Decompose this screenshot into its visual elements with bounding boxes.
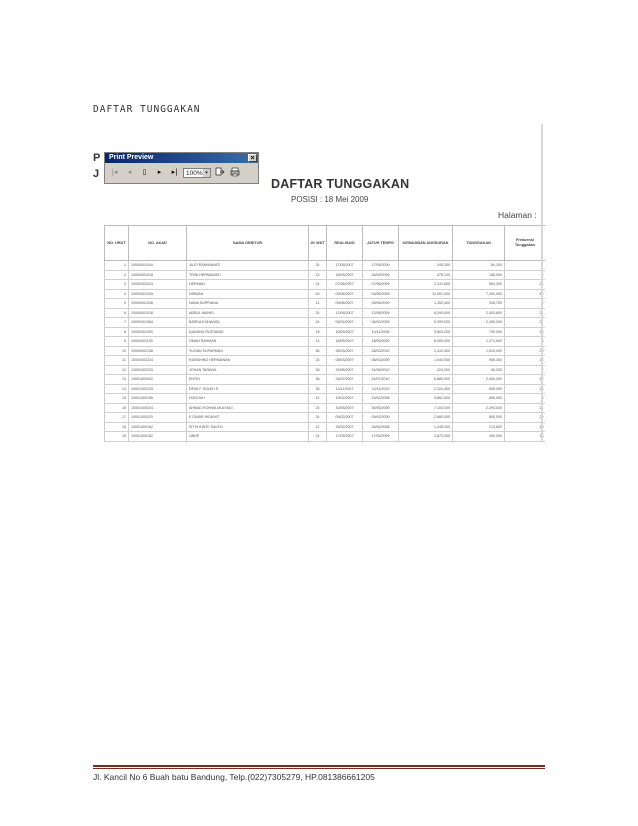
table-cell: 10000401090 [129,327,187,337]
document-heading: DAFTAR TUNGGAKAN [93,104,201,115]
table-cell [505,422,546,432]
table-row [105,327,546,337]
table-cell [505,261,546,271]
column-header: NO. URUT [105,226,129,261]
first-page-icon[interactable]: |◂ [111,168,118,176]
table-cell: 36 [309,375,327,385]
table-cell: 24 [309,280,327,290]
table-cell: 7,400,000 [453,289,505,299]
table-cell: 10001400119 [129,413,187,423]
edge-mark: P [93,152,101,164]
table-cell: OMAN RAHMAN [187,337,309,347]
table-row [105,270,546,280]
table-cell: 17/05/2007 [327,261,363,271]
table-cell: 26/04/2009 [363,270,399,280]
table-cell: 10000401109 [129,337,187,347]
table-cell [505,346,546,356]
table-cell: 26/03/2010 [363,346,399,356]
table-cell [505,356,546,366]
table-row [105,403,546,413]
table-cell: 17 [105,413,129,423]
export-icon[interactable] [213,166,226,179]
column-header: JK WKT [309,226,327,261]
zoom-value: 100% [186,169,203,177]
table-row [105,432,546,442]
table-row [105,356,546,366]
table-cell: 30/05/2007 [327,403,363,413]
edge-marks [93,152,100,184]
table-cell: ENTIN [187,375,309,385]
table-cell: 24 [309,308,327,318]
table-cell: 505,000 [453,384,505,394]
table-cell: 24 [309,318,327,328]
table-cell: 12 [309,337,327,347]
table-cell: 24/07/2007 [327,375,363,385]
table-cell: 18/05/2007 [327,337,363,347]
screenshot-edge [541,124,543,442]
table-header-row [105,226,546,261]
table-cell: 24 [309,432,327,442]
table-cell [505,337,546,347]
report-position: POSISI : 18 Mei 2009 [291,195,369,204]
table-body [105,261,546,442]
table-cell: 2,660,000 [399,413,453,423]
table-cell: 36 [309,384,327,394]
table-cell: 08/03/2007 [327,356,363,366]
table-cell [505,280,546,290]
table-cell: 24 [309,413,327,423]
table-cell [505,270,546,280]
table-cell [505,413,546,423]
table-cell: 3 [105,280,129,290]
table-cell: 213,800 [453,422,505,432]
table-cell: 24/08/2007 [327,365,363,375]
table-cell: NANA SUPRIANA [187,299,309,309]
table-cell: 18 [105,422,129,432]
table-cell: 17/05/2007 [327,432,363,442]
table-cell: 07/06/2009 [363,280,399,290]
table-cell: 10000401084 [129,318,187,328]
table-row [105,375,546,385]
table-cell: NIRWAH [187,289,309,299]
table-cell: 4 [105,289,129,299]
table-row [105,365,546,375]
table-cell: 09/02/2007 [327,413,363,423]
table-cell: 12/06/2009 [363,308,399,318]
column-header: Frekuensi Tunggakan [505,226,546,261]
table-row [105,394,546,404]
table-cell: 475,100 [399,270,453,280]
table-cell: 08/03/2009 [363,356,399,366]
table-cell: 12 [105,365,129,375]
table-cell: 7,104,000 [399,403,453,413]
table-cell: 09/06/2007 [327,289,363,299]
footer-address: Jl. Kancil No 6 Buah batu Bandung, Telp.(022)7305279, HP.081386661205 [93,772,375,782]
close-icon[interactable]: × [248,154,257,162]
table-cell: AHMAD ROHMA MULYADI [187,403,309,413]
table-cell: 10000402224 [129,356,187,366]
table-cell: 2,410,000 [399,346,453,356]
table-cell [505,384,546,394]
table-cell: 24 [309,403,327,413]
table-cell: 26/02/2007 [327,422,363,432]
table-cell: 10001400162 [129,422,187,432]
table-cell: 05/02/2009 [363,318,399,328]
table-cell: 12/06/2007 [327,308,363,318]
table-cell: UNDP [187,432,309,442]
table-cell: 12 [309,422,327,432]
table-cell: 10000401036 [129,299,187,309]
table-cell: ABDUL WAHID [187,308,309,318]
table-cell: 955,300 [453,356,505,366]
footer-divider [93,765,545,767]
column-header: NAMA DEBITUR [187,226,309,261]
table-cell: 245,700 [453,299,505,309]
table-cell: 490,000 [453,432,505,442]
column-header: NO. AKAD [129,226,187,261]
table-cell [505,375,546,385]
table-cell: 8,000,000 [399,337,453,347]
table-cell: TRINI HERMAWATI [187,270,309,280]
table-row [105,422,546,432]
table-cell: 6 [105,308,129,318]
table-cell: RANGKING HERMAWAN [187,356,309,366]
table-cell: 1,352,400 [399,299,453,309]
column-header: TUNGGAKAN [453,226,505,261]
table-cell: E DINAR HIDAYAT [187,413,309,423]
pages-icon[interactable]: ▯ [142,168,147,176]
table-cell: 23 [309,270,327,280]
table-cell: DEWI F SOLEH S [187,384,309,394]
table-cell: 10001400162 [129,432,187,442]
report-screenshot [93,124,545,442]
column-header: REALISASI [327,226,363,261]
print-preview-title: Print Preview [109,154,154,161]
table-cell: 07/06/2007 [327,280,363,290]
table-cell: 16 [105,403,129,413]
table-cell: 24 [309,356,327,366]
table-cell: 05/02/2007 [327,318,363,328]
table-cell: 18 [309,327,327,337]
table-cell: 890,000 [453,413,505,423]
table-cell: 19/02/2007 [327,394,363,404]
table-cell [505,299,546,309]
table-cell: 17/05/2009 [363,432,399,442]
table-cell: 09/06/2009 [363,289,399,299]
table-cell: 36 [309,365,327,375]
table-cell: 24/08/2010 [363,365,399,375]
table-cell: 9 [105,337,129,347]
table-cell: HERMAN [187,280,309,290]
table-cell: 09/06/2009 [363,299,399,309]
table-cell: 11 [105,356,129,366]
table-cell [505,403,546,413]
table-cell: 5,399,000 [399,318,453,328]
table-cell: 2,224,400 [399,384,453,394]
printer-icon[interactable] [228,166,241,179]
table-cell: 12 [309,299,327,309]
table-cell: 09/06/2007 [327,299,363,309]
table-cell: 16/05/2007 [327,270,363,280]
chevron-down-icon[interactable]: ▾ [203,169,210,177]
table-row [105,413,546,423]
table-cell: 3,804,200 [399,327,453,337]
table-cell: SITIH BINTE SALEH [187,422,309,432]
footer-divider [93,768,545,769]
table-cell [505,289,546,299]
previous-page-icon[interactable]: ◂ [127,168,132,176]
table-cell: 26/02/2008 [363,422,399,432]
table-cell: 14 [105,384,129,394]
table-cell: 7 [105,318,129,328]
table-cell: 8 [105,327,129,337]
table-cell: 26/03/2007 [327,346,363,356]
column-header: JATUH TEMPO [363,226,399,261]
table-cell: 1 [105,261,129,271]
table-cell: 24/07/2010 [363,375,399,385]
table-cell: 10001400156 [129,394,187,404]
print-preview-toolbar [105,163,258,182]
table-cell: 224,200 [399,365,453,375]
table-cell: 18/05/2009 [363,337,399,347]
table-cell: 10000401038 [129,308,187,318]
arrears-table [104,225,545,442]
table-cell: 1,870,000 [399,432,453,442]
table-cell: 10/03/2007 [327,327,363,337]
table-cell: 2,003,600 [453,308,505,318]
table-cell: 2,450,000 [453,318,505,328]
table-cell [505,308,546,318]
page-label: Halaman : [498,210,537,220]
table-cell: 36 [309,346,327,356]
table-cell: 10000402138 [129,346,187,356]
table-row [105,299,546,309]
table-cell: 10/11/2008 [363,327,399,337]
table-cell: 10000402229 [129,365,187,375]
table-cell: 49 [309,289,327,299]
table-cell: 4,862,500 [399,394,453,404]
table-cell: 5 [105,299,129,309]
table-cell: 10000401035 [129,289,187,299]
table-cell: 90,200 [453,365,505,375]
table-cell: 245,300 [399,261,453,271]
column-header: KEWAJIBAN ANGSURAN [399,226,453,261]
table-cell: 158,000 [453,270,505,280]
print-preview-titlebar [105,153,258,163]
next-page-icon[interactable]: ▸ [157,168,162,176]
print-preview-window [104,152,259,184]
table-cell: 24 [309,261,327,271]
table-cell: 09/02/2009 [363,413,399,423]
table-cell: 14/11/2010 [363,384,399,394]
table-cell: 1,510,000 [453,346,505,356]
table-cell: 1,540,000 [399,356,453,366]
table-cell: 17/05/2009 [363,261,399,271]
table-cell: 10001400125 [129,384,187,394]
table-cell: 19/02/2008 [363,394,399,404]
table-cell: JAJO RAHMAWATI [187,261,309,271]
table-cell [505,394,546,404]
table-cell: 2,400,000 [453,375,505,385]
last-page-icon[interactable]: ▸| [171,168,178,176]
table-cell: 2 [105,270,129,280]
table-cell: 19 [105,432,129,442]
table-cell: 2,294,000 [453,403,505,413]
table-row [105,280,546,290]
table-cell: 84,100 [453,261,505,271]
table-cell: 6,290,000 [399,308,453,318]
table-cell: 10 [105,346,129,356]
table-cell: 1,448,400 [399,422,453,432]
table-cell: DADANG RUSTANDI [187,327,309,337]
table-cell: 10001400204 [129,403,187,413]
table-cell: 584,300 [453,280,505,290]
table-cell: 1,271,600 [453,337,505,347]
table-cell: 6,880,000 [399,375,453,385]
table-cell: 11,061,000 [399,289,453,299]
table-cell: 15 [105,394,129,404]
table-row [105,289,546,299]
table-cell: 10000401018 [129,270,187,280]
table-cell: 10000401164 [129,261,187,271]
table-cell: JOHAN TARANA [187,365,309,375]
table-row [105,384,546,394]
table-cell: 10001400002 [129,375,187,385]
table-cell: 10000401023 [129,280,187,290]
table-cell [505,327,546,337]
table-cell: 890,000 [453,394,505,404]
table-row [105,337,546,347]
table-cell: BARDA KOHANIDI [187,318,309,328]
table-row [105,308,546,318]
table-cell [505,432,546,442]
table-cell: 700,000 [453,327,505,337]
zoom-select[interactable] [183,168,211,178]
report-title: DAFTAR TUNGGAKAN [271,177,410,191]
table-cell: YUHAN SUPARMAN [187,346,309,356]
table-cell: 12 [309,394,327,404]
table-cell: HODIJAH [187,394,309,404]
table-cell: 13 [105,375,129,385]
table-cell [505,318,546,328]
table-row [105,261,546,271]
edge-mark: J [93,168,100,180]
table-cell [505,365,546,375]
table-cell: 2,131,600 [399,280,453,290]
table-row [105,346,546,356]
table-cell: 14/11/2007 [327,384,363,394]
table-cell: 30/05/2009 [363,403,399,413]
table-row [105,318,546,328]
